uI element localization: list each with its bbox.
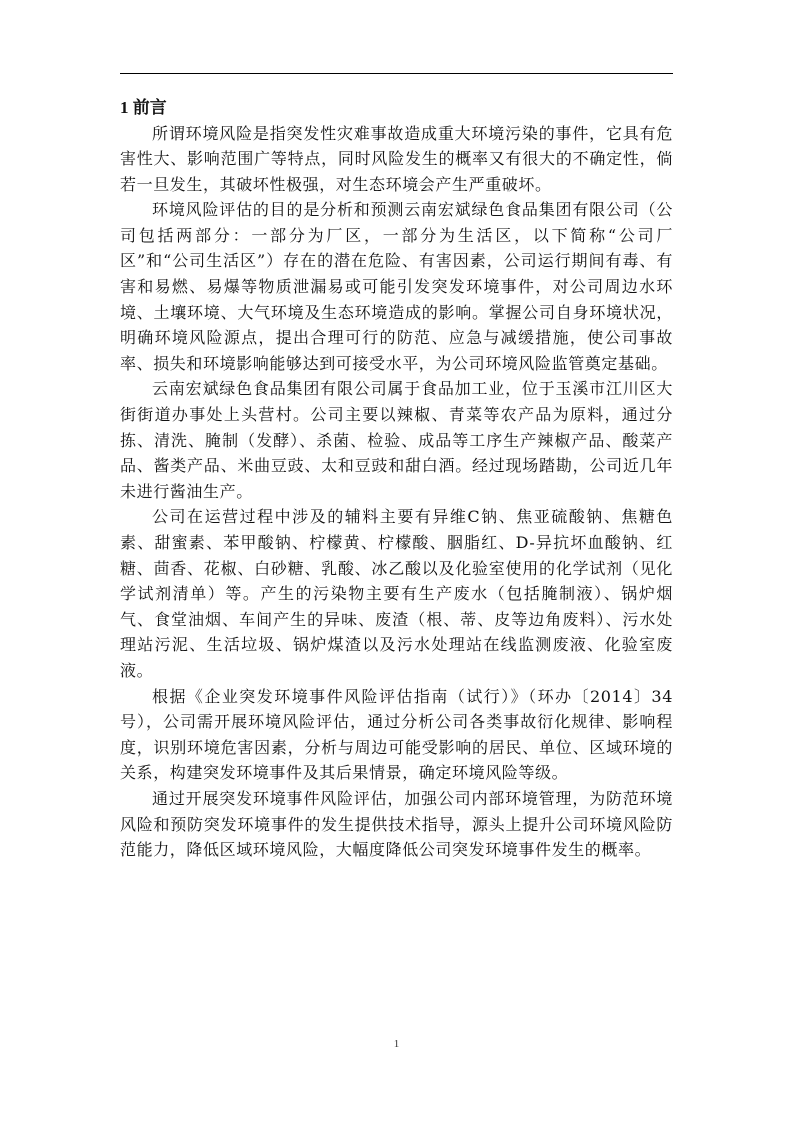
paragraph-company-overview: 云南宏斌绿色食品集团有限公司属于食品加工业，位于玉溪市江川区大街街道办事处上头营村。公司主要以辣椒、青菜等农产品为原料，通过分拣、清洗、腌制（发酵）、杀菌、检验、成品等工序生产辣椒产品、酸菜产品、酱类产品、米曲豆豉、太和豆豉和甜白酒。经过现场踏勘，公司近几年未进行酱油生产。 (120, 379, 673, 501)
page-content (120, 95, 673, 863)
paragraph-purpose: 环境风险评估的目的是分析和预测云南宏斌绿色食品集团有限公司（公司包括两部分：一部分为厂区，一部分为生活区，以下简称“公司厂区”和“公司生活区”）存在的潜在危险、有害因素，公司运行期间有毒、有害和易燃、易爆等物质泄漏易或可能引发突发环境事件，对公司周边水环境、土壤环境、大气环境及生态环境造成的影响。掌握公司自身环境状况，明确环境风险源点，提出合理可行的防范、应急与减缓措施，使公司事故率、损失和环境影响能够达到可接受水平，为公司环境风险监管奠定基础。 (120, 200, 673, 373)
paragraph-materials-pollutants: 公司在运营过程中涉及的辅料主要有异维C钠、焦亚硫酸钠、焦糖色素、甜蜜素、苯甲酸钠、柠檬黄、柠檬酸、胭脂红、D-异抗坏血酸钠、红糖、茴香、花椒、白砂糖、乳酸、冰乙酸以及化验室使用的化学试剂（见化学试剂清单）等。产生的污染物主要有生产废水（包括腌制液）、锅炉烟气、食堂油烟、车间产生的异味、废渣（根、蒂、皮等边角废料）、污水处理站污泥、生活垃圾、锅炉煤渣以及污水处理站在线监测废液、化验室废液。 (120, 507, 673, 680)
header-rule (120, 73, 673, 74)
page-number: 1 (393, 1038, 400, 1050)
paragraph-definition: 所谓环境风险是指突发性灾难事故造成重大环境污染的事件，它具有危害性大、影响范围广等特点，同时风险发生的概率又有很大的不确定性，倘若一旦发生，其破坏性极强，对生态环境会产生严重破坏。 (120, 123, 673, 194)
paragraph-significance: 通过开展突发环境事件风险评估，加强公司内部环境管理，为防范环境风险和预防突发环境事件的发生提供技术指导，源头上提升公司环境风险防范能力，降低区域环境风险，大幅度降低公司突发环境事件发生的概率。 (120, 788, 673, 860)
paragraph-basis: 根据《企业突发环境事件风险评估指南（试行）》（环办〔2014〕34号），公司需开展环境风险评估，通过分析公司各类事故衍化规律、影响程度，识别环境危害因素，分析与周边可能受影响的居民、单位、区域环境的关系，构建突发环境事件及其后果情景，确定环境风险等级。 (120, 686, 673, 783)
section-heading: 1 前言 (120, 98, 167, 117)
